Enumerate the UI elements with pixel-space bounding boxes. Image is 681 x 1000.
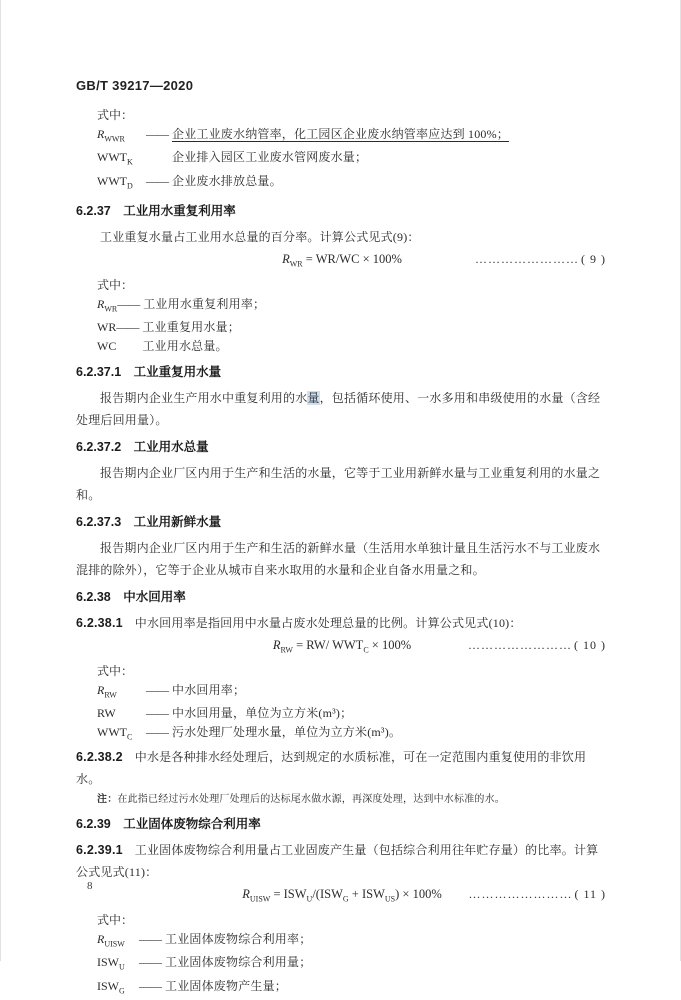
- paragraph-text: 中水回用率是指回用中水量占废水处理总量的比例。计算公式见式(10)：: [134, 616, 522, 631]
- term-dash: ——: [139, 931, 161, 946]
- term-definition: 中水回用率；: [172, 682, 246, 697]
- term-definition: 工业固体废物综合利用率；: [165, 931, 312, 946]
- section-heading-62372: 6.2.37.2 工业用水总量: [76, 440, 209, 455]
- term-subscript: WWR: [104, 134, 125, 144]
- term-base: R: [97, 296, 105, 311]
- formula-rhs: × 100%: [368, 638, 412, 653]
- formula-9: [76, 249, 608, 275]
- term-definition: 污水处理厂处理水量，单位为立方米(m³)。: [172, 724, 402, 739]
- formula-rhs: = ISW: [270, 887, 307, 902]
- term-definition: 工业固体废物综合利用量；: [165, 955, 312, 970]
- formula-leader: [475, 249, 606, 269]
- term-subscript: WR: [104, 304, 118, 314]
- term-subscript: D: [126, 181, 133, 191]
- formula-subscript: WR: [289, 259, 303, 269]
- paragraph: [76, 746, 608, 790]
- formula-subscript: UISW: [249, 894, 271, 904]
- page-number: 8: [87, 880, 93, 892]
- term-subscript: U: [119, 962, 125, 972]
- term-dash: ——: [146, 127, 168, 141]
- term-dash: ——: [116, 320, 139, 335]
- term-symbol: [97, 337, 116, 356]
- leader-dots: ……………………: [468, 638, 572, 653]
- term-definition: 工业重复用水量；: [142, 320, 240, 335]
- where-label: 式中：: [97, 912, 134, 927]
- term-row: [76, 930, 608, 953]
- term-base: RW: [97, 705, 116, 720]
- term-row: [76, 125, 608, 148]
- term-row: [76, 953, 608, 976]
- paragraph-text: 工业固体废物综合利用量占工业固废产生量（包括综合利用往年贮存量）的比率。计算公式见式(11)：: [76, 843, 599, 880]
- where-label: 式中：: [97, 108, 134, 122]
- term-row: [76, 318, 608, 337]
- term-base: WWT: [97, 150, 127, 165]
- term-row: [76, 337, 608, 356]
- formula-subscript: G: [342, 894, 349, 904]
- term-dash: ——: [146, 724, 168, 739]
- section-heading-6238: 6.2.38 中水回用率: [76, 590, 186, 605]
- term-symbol: [97, 125, 146, 148]
- term-symbol: [97, 295, 117, 318]
- document-page: [1, 0, 680, 1000]
- formula-subscript: RW: [280, 645, 293, 655]
- formula-number: ( 10 ): [574, 638, 606, 653]
- clause-number: 6.2.38.2: [76, 750, 123, 765]
- term-base: WR: [97, 320, 117, 335]
- formula-rhs: + ISW: [348, 887, 385, 902]
- note-label: 注：: [97, 794, 118, 806]
- formula-11: [76, 884, 608, 910]
- term-dash: ——: [146, 705, 168, 720]
- term-definition: 企业废水排放总量。: [172, 173, 282, 188]
- formula-expression: [242, 887, 442, 904]
- term-dash: ——: [146, 173, 168, 188]
- clause-number: 6.2.38.1: [76, 616, 123, 631]
- paragraph: [76, 387, 608, 431]
- paragraph: 报告期内企业厂区内用于生产和生活的新鲜水量（生活用水单独计量且生活污水不与工业废水混排的除外），它等于企业从城市自来水取用的水量和企业自备水用量之和。: [76, 541, 601, 578]
- term-base: ISW: [97, 955, 119, 970]
- term-row: [76, 704, 608, 723]
- term-symbol: [97, 704, 146, 723]
- paragraph: [76, 839, 608, 883]
- term-symbol: [97, 172, 146, 195]
- term-symbol: [97, 681, 146, 704]
- term-base: WC: [97, 339, 117, 354]
- formula-var: R: [272, 638, 281, 653]
- section-heading-62373: 6.2.37.3 工业用新鲜水量: [76, 515, 222, 530]
- note-text: 在此指已经过污水处理厂处理后的达标尾水做水源，再深度处理，达到中水标准的水。: [117, 794, 506, 806]
- formula-subscript: U: [306, 894, 313, 904]
- formula-rhs: ) × 100%: [395, 887, 442, 902]
- section-heading-6239: 6.2.39 工业固体废物综合利用率: [76, 817, 261, 832]
- term-subscript: K: [126, 157, 133, 167]
- term-dash: ——: [139, 978, 161, 993]
- term-symbol: [97, 318, 116, 337]
- section-heading-62371: 6.2.37.1 工业重复用水量: [76, 365, 222, 380]
- formula-expression: [272, 638, 412, 655]
- term-subscript: C: [126, 732, 133, 742]
- formula-rhs: /(ISW: [312, 887, 343, 902]
- term-dash: ——: [117, 296, 140, 311]
- paragraph-text: 中水是各种排水经处理后，达到规定的水质标准，可在一定范围内重复使用的非饮用水。: [76, 750, 587, 787]
- term-row: [76, 295, 608, 318]
- term-subscript: RW: [104, 689, 117, 699]
- leader-dots: ……………………: [475, 252, 579, 267]
- paragraph: [76, 612, 608, 634]
- term-base: R: [97, 931, 105, 946]
- paragraph: 报告期内企业厂区内用于生产和生活的水量，它等于工业用新鲜水量与工业重复利用的水量之和。: [76, 466, 601, 503]
- term-row: [76, 977, 608, 1000]
- term-row: [76, 172, 608, 195]
- term-definition: 中水回用量，单位为立方米(m³)；: [172, 705, 353, 720]
- term-definition: 工业固体废物产生量；: [165, 978, 288, 993]
- term-definition: 企业排入园区工业废水管网废水量；: [172, 150, 368, 165]
- term-symbol: [97, 148, 146, 171]
- term-base: WWT: [97, 724, 127, 739]
- where-label: 式中：: [97, 663, 134, 678]
- paragraph-text: 报告期内企业生产用水中重复利用的水: [100, 391, 308, 406]
- paragraph-text: ，包括循环使用、一水多用和串级使用的水量（含经处理后回用量）。: [76, 391, 601, 428]
- note: [76, 791, 608, 808]
- formula-subscript: US: [384, 894, 396, 904]
- term-row: [76, 148, 608, 171]
- term-base: R: [97, 127, 105, 141]
- term-symbol: [97, 953, 139, 976]
- term-subscript: G: [119, 986, 125, 996]
- formula-leader: [468, 884, 606, 904]
- highlighted-text: 量: [307, 391, 320, 406]
- formula-subscript: C: [363, 645, 369, 655]
- paragraph: 工业重复水量占工业用水总量的百分率。计算公式见式(9)：: [100, 230, 420, 245]
- formula-rhs: = RW/ WWT: [292, 638, 364, 653]
- term-symbol: [97, 977, 139, 1000]
- term-definition: 企业工业废水纳管率，化工园区企业废水纳管率应达到 100%；: [172, 127, 509, 141]
- term-base: WWT: [97, 173, 127, 188]
- term-dash: ——: [146, 682, 168, 697]
- term-dash: ——: [139, 955, 161, 970]
- where-label: 式中：: [97, 277, 134, 292]
- formula-var: R: [242, 887, 250, 902]
- formula-number: ( 9 ): [581, 252, 606, 267]
- formula-10: [76, 635, 608, 661]
- formula-leader: [468, 635, 606, 655]
- term-symbol: [97, 723, 146, 746]
- standard-number: GB/T 39217—2020: [76, 78, 194, 93]
- section-heading-6237: 6.2.37 工业用水重复利用率: [76, 204, 236, 219]
- term-row: [76, 723, 608, 746]
- term-definition: 工业用水总量。: [142, 339, 228, 354]
- formula-var: R: [282, 252, 290, 267]
- term-symbol: [97, 930, 139, 953]
- term-subscript: UISW: [104, 939, 125, 949]
- term-row: [76, 681, 608, 704]
- term-base: R: [97, 682, 105, 697]
- term-base: ISW: [97, 978, 119, 993]
- term-definition: 工业用水重复利用率；: [143, 296, 266, 311]
- formula-expression: [282, 252, 402, 269]
- leader-dots: ……………………: [468, 887, 573, 902]
- clause-number: 6.2.39.1: [76, 843, 123, 858]
- formula-rhs: = WR/WC × 100%: [302, 252, 402, 267]
- formula-number: ( 11 ): [574, 887, 606, 902]
